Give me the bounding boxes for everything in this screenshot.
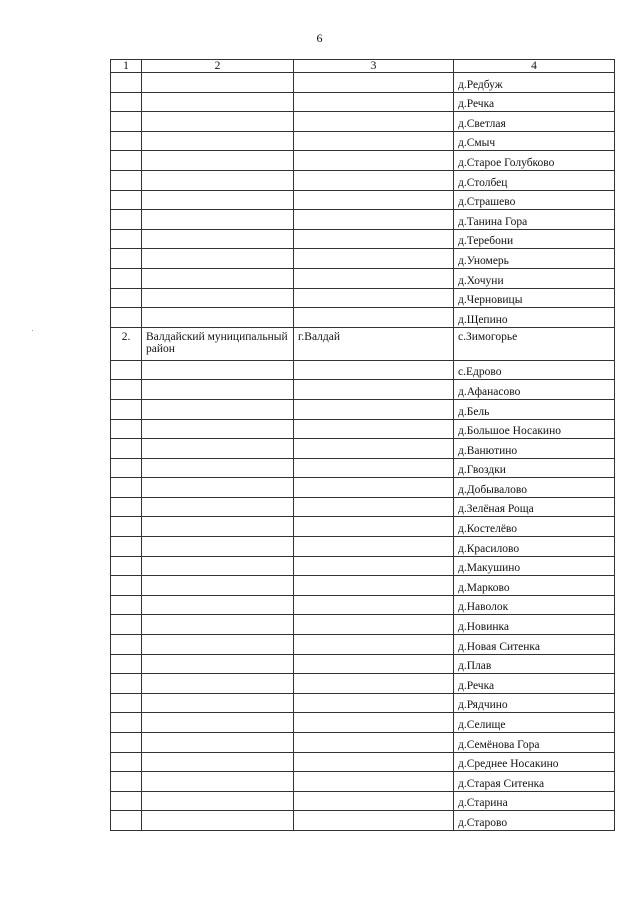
settlement-cell: д.Речка <box>454 92 615 112</box>
district-cell <box>142 772 294 792</box>
number-cell <box>111 458 142 478</box>
settlement-cell: д.Черновицы <box>454 288 615 308</box>
number-cell <box>111 811 142 831</box>
table-row <box>111 308 615 328</box>
district-name-cell: Валдайский муниципальный район <box>142 327 294 360</box>
table-row <box>111 210 615 230</box>
number-cell <box>111 537 142 557</box>
number-cell <box>111 288 142 308</box>
table-row <box>111 268 615 288</box>
settlement-cell: д.Столбец <box>454 170 615 190</box>
center-cell <box>294 92 454 112</box>
number-cell <box>111 308 142 328</box>
settlement-cell: с.Зимогорье <box>454 327 615 360</box>
district-cell <box>142 439 294 459</box>
center-cell <box>294 556 454 576</box>
table-row <box>111 360 615 380</box>
number-cell <box>111 151 142 171</box>
district-cell <box>142 360 294 380</box>
district-cell <box>142 399 294 419</box>
number-cell <box>111 772 142 792</box>
settlement-cell: д.Страшево <box>454 190 615 210</box>
number-cell <box>111 380 142 400</box>
settlement-cell: д.Новая Ситенка <box>454 635 615 655</box>
center-cell <box>294 308 454 328</box>
number-cell <box>111 170 142 190</box>
number-cell <box>111 439 142 459</box>
table-row <box>111 73 615 93</box>
center-cell <box>294 772 454 792</box>
number-cell <box>111 268 142 288</box>
settlement-cell: д.Гвоздки <box>454 458 615 478</box>
number-cell <box>111 693 142 713</box>
center-cell <box>294 635 454 655</box>
settlement-cell: д.Рядчино <box>454 693 615 713</box>
number-cell <box>111 752 142 772</box>
table-header-row <box>111 60 615 73</box>
table-row <box>111 170 615 190</box>
district-cell <box>142 791 294 811</box>
district-cell <box>142 595 294 615</box>
table-row <box>111 112 615 132</box>
table-row <box>111 419 615 439</box>
number-cell <box>111 478 142 498</box>
table-row <box>111 190 615 210</box>
number-cell <box>111 73 142 93</box>
district-cell <box>142 752 294 772</box>
settlement-cell: д.Марково <box>454 576 615 596</box>
settlement-cell: д.Зелёная Роща <box>454 497 615 517</box>
settlements-table <box>110 59 615 831</box>
district-cell <box>142 268 294 288</box>
center-cell <box>294 73 454 93</box>
table-row <box>111 693 615 713</box>
center-cell <box>294 288 454 308</box>
table-row <box>111 497 615 517</box>
number-cell <box>111 576 142 596</box>
number-cell <box>111 497 142 517</box>
district-cell <box>142 713 294 733</box>
table-row <box>111 131 615 151</box>
table-row <box>111 772 615 792</box>
center-cell <box>294 576 454 596</box>
district-cell <box>142 229 294 249</box>
table-row <box>111 733 615 753</box>
district-cell <box>142 517 294 537</box>
district-cell <box>142 576 294 596</box>
table-row <box>111 576 615 596</box>
settlement-cell: д.Новинка <box>454 615 615 635</box>
table-row <box>111 674 615 694</box>
table-row <box>111 439 615 459</box>
district-cell <box>142 288 294 308</box>
district-cell <box>142 249 294 269</box>
number-cell <box>111 249 142 269</box>
header-cell-1: 1 <box>111 60 142 73</box>
table-row <box>111 595 615 615</box>
number-cell <box>111 733 142 753</box>
settlement-cell: д.Теребони <box>454 229 615 249</box>
settlement-cell: д.Хочуни <box>454 268 615 288</box>
settlement-cell: д.Старина <box>454 791 615 811</box>
table-row <box>111 635 615 655</box>
table-row <box>111 249 615 269</box>
center-cell <box>294 674 454 694</box>
district-cell <box>142 112 294 132</box>
settlement-cell: д.Ванютино <box>454 439 615 459</box>
table-row <box>111 713 615 733</box>
center-cell <box>294 693 454 713</box>
settlement-cell: с.Едрово <box>454 360 615 380</box>
district-center-cell: г.Валдай <box>294 327 454 360</box>
table-row <box>111 229 615 249</box>
table-row <box>111 92 615 112</box>
table-row <box>111 752 615 772</box>
settlement-cell: д.Старое Голубково <box>454 151 615 171</box>
district-cell <box>142 635 294 655</box>
number-cell <box>111 92 142 112</box>
table-row <box>111 615 615 635</box>
district-cell <box>142 497 294 517</box>
center-cell <box>294 713 454 733</box>
table-row <box>111 537 615 557</box>
center-cell <box>294 654 454 674</box>
number-cell <box>111 615 142 635</box>
district-row <box>111 327 615 360</box>
settlement-cell: д.Добывалово <box>454 478 615 498</box>
settlement-cell: д.Старово <box>454 811 615 831</box>
number-cell <box>111 112 142 132</box>
table-row <box>111 151 615 171</box>
number-cell <box>111 190 142 210</box>
settlement-cell: д.Красилово <box>454 537 615 557</box>
settlement-cell: д.Большое Носакино <box>454 419 615 439</box>
district-cell <box>142 131 294 151</box>
settlement-cell: д.Семёнова Гора <box>454 733 615 753</box>
center-cell <box>294 752 454 772</box>
table-row <box>111 556 615 576</box>
settlement-cell: д.Светлая <box>454 112 615 132</box>
center-cell <box>294 458 454 478</box>
table-row <box>111 517 615 537</box>
number-cell <box>111 229 142 249</box>
district-cell <box>142 654 294 674</box>
number-cell <box>111 517 142 537</box>
center-cell <box>294 537 454 557</box>
page-number: 6 <box>316 31 323 45</box>
center-cell <box>294 249 454 269</box>
center-cell <box>294 811 454 831</box>
center-cell <box>294 497 454 517</box>
center-cell <box>294 595 454 615</box>
center-cell <box>294 733 454 753</box>
center-cell <box>294 268 454 288</box>
district-cell <box>142 73 294 93</box>
district-cell <box>142 693 294 713</box>
header-cell-3: 3 <box>294 60 454 73</box>
settlement-cell: д.Плав <box>454 654 615 674</box>
district-number-cell: 2. <box>111 327 142 360</box>
center-cell <box>294 478 454 498</box>
settlement-cell: д.Старая Ситенка <box>454 772 615 792</box>
center-cell <box>294 517 454 537</box>
settlement-cell: д.Танина Гора <box>454 210 615 230</box>
number-cell <box>111 595 142 615</box>
table-row <box>111 399 615 419</box>
settlement-cell: д.Редбуж <box>454 73 615 93</box>
district-cell <box>142 615 294 635</box>
settlement-cell: д.Речка <box>454 674 615 694</box>
settlement-cell: д.Афанасово <box>454 380 615 400</box>
table-body <box>111 60 615 831</box>
center-cell <box>294 615 454 635</box>
settlement-cell: д.Среднее Носакино <box>454 752 615 772</box>
district-cell <box>142 674 294 694</box>
settlement-cell: д.Костелёво <box>454 517 615 537</box>
table-row <box>111 380 615 400</box>
number-cell <box>111 419 142 439</box>
district-cell <box>142 210 294 230</box>
settlement-cell: д.Наволок <box>454 595 615 615</box>
district-cell <box>142 151 294 171</box>
table-row <box>111 458 615 478</box>
district-cell <box>142 170 294 190</box>
district-cell <box>142 556 294 576</box>
number-cell <box>111 674 142 694</box>
header-cell-4: 4 <box>454 60 615 73</box>
center-cell <box>294 131 454 151</box>
district-cell <box>142 537 294 557</box>
number-cell <box>111 399 142 419</box>
district-cell <box>142 733 294 753</box>
district-cell <box>142 92 294 112</box>
center-cell <box>294 399 454 419</box>
header-cell-2: 2 <box>142 60 294 73</box>
table-row <box>111 791 615 811</box>
settlement-cell: д.Уномерь <box>454 249 615 269</box>
center-cell <box>294 439 454 459</box>
district-cell <box>142 190 294 210</box>
center-cell <box>294 112 454 132</box>
scan-speck <box>32 330 33 331</box>
district-cell <box>142 419 294 439</box>
number-cell <box>111 360 142 380</box>
table-row <box>111 811 615 831</box>
number-cell <box>111 131 142 151</box>
center-cell <box>294 210 454 230</box>
table-row <box>111 654 615 674</box>
settlement-cell: д.Смыч <box>454 131 615 151</box>
number-cell <box>111 791 142 811</box>
center-cell <box>294 360 454 380</box>
center-cell <box>294 190 454 210</box>
settlement-cell: д.Щепино <box>454 308 615 328</box>
district-cell <box>142 478 294 498</box>
number-cell <box>111 556 142 576</box>
settlement-cell: д.Селище <box>454 713 615 733</box>
center-cell <box>294 170 454 190</box>
number-cell <box>111 713 142 733</box>
center-cell <box>294 419 454 439</box>
district-cell <box>142 458 294 478</box>
district-cell <box>142 380 294 400</box>
district-cell <box>142 308 294 328</box>
number-cell <box>111 635 142 655</box>
center-cell <box>294 791 454 811</box>
settlement-cell: д.Макушино <box>454 556 615 576</box>
number-cell <box>111 654 142 674</box>
table-row <box>111 288 615 308</box>
table-row <box>111 478 615 498</box>
center-cell <box>294 380 454 400</box>
settlement-cell: д.Бель <box>454 399 615 419</box>
district-cell <box>142 811 294 831</box>
center-cell <box>294 151 454 171</box>
center-cell <box>294 229 454 249</box>
number-cell <box>111 210 142 230</box>
